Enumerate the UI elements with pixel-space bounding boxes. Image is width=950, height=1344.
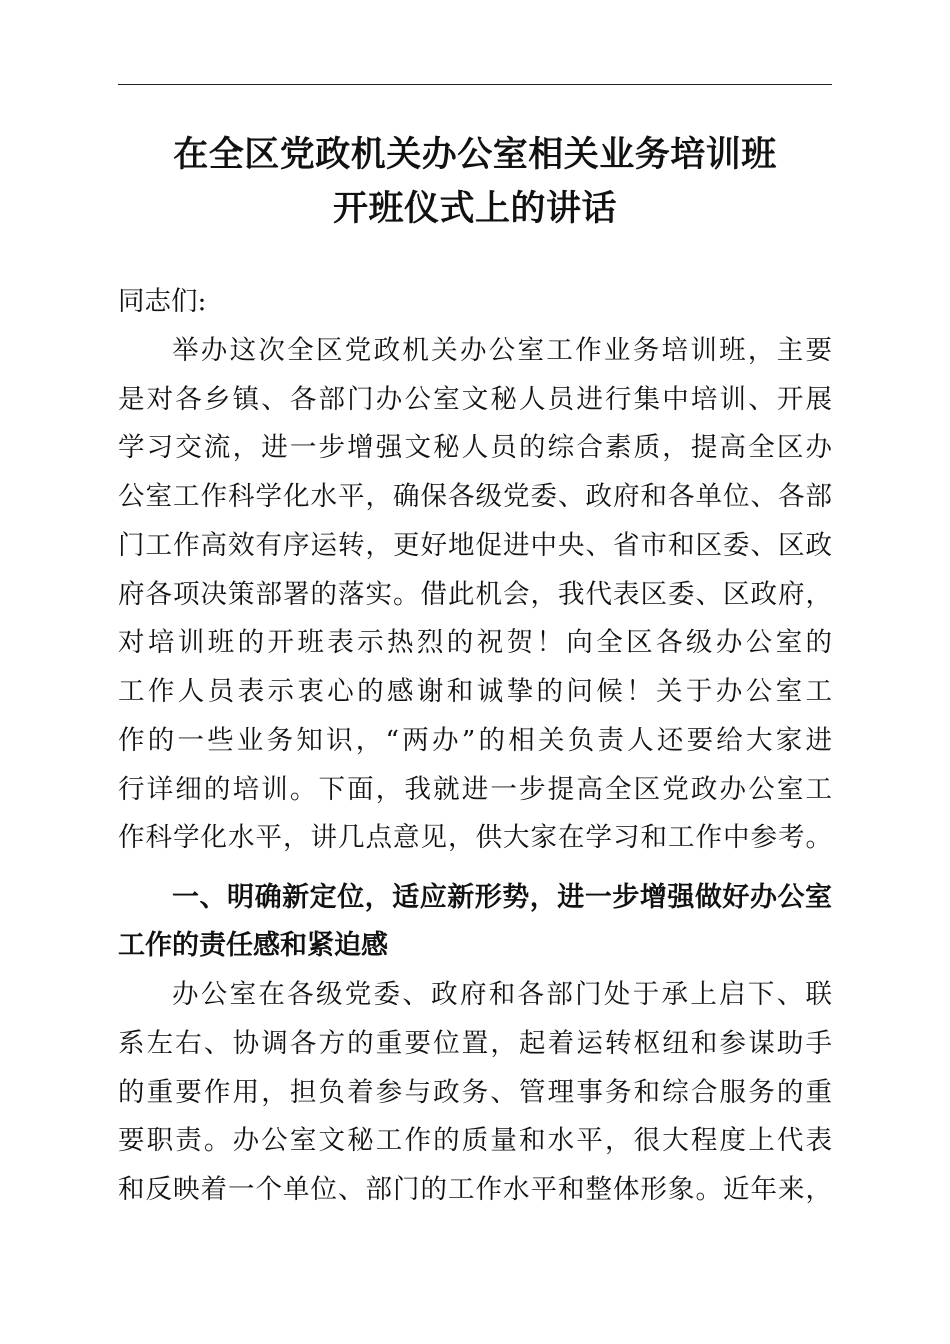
title-line-1: 在全区党政机关办公室相关业务培训班 xyxy=(173,134,777,175)
paragraph1-line: 举办这次全区党政机关办公室工作业务培训班，主要 xyxy=(172,335,832,366)
paragraph1-line: 对培训班的开班表示热烈的祝贺！向全区各级办公室的 xyxy=(118,627,832,658)
header-rule xyxy=(118,84,832,85)
paragraph1-line: 学习交流，进一步增强文秘人员的综合素质，提高全区办 xyxy=(118,432,832,463)
paragraph2-line: 和反映着一个单位、部门的工作水平和整体形象。近年来， xyxy=(118,1174,832,1205)
paragraph2-line: 办公室在各级党委、政府和各部门处于承上启下、联 xyxy=(172,979,832,1010)
paragraph1-line: 行详细的培训。下面，我就进一步提高全区党政办公室工 xyxy=(118,774,832,805)
paragraph2-line: 系左右、协调各方的重要位置，起着运转枢纽和参谋助手 xyxy=(118,1028,832,1059)
section1-heading-line: 一、明确新定位，适应新形势，进一步增强做好办公室 xyxy=(172,882,832,913)
paragraph1-line: 作的一些业务知识，“两办”的相关负责人还要给大家进 xyxy=(118,725,832,756)
paragraph1-line: 作科学化水平，讲几点意见，供大家在学习和工作中参考。 xyxy=(118,822,832,853)
paragraph2-line: 的重要作用，担负着参与政务、管理事务和综合服务的重 xyxy=(118,1077,832,1108)
paragraph1-line: 门工作高效有序运转，更好地促进中央、省市和区委、区政 xyxy=(118,530,832,561)
title-line-2: 开班仪式上的讲话 xyxy=(332,188,617,229)
salutation: 同志们: xyxy=(118,286,207,317)
paragraph1-line: 是对各乡镇、各部门办公室文秘人员进行集中培训、开展 xyxy=(118,384,832,415)
paragraph1-line: 公室工作科学化水平，确保各级党委、政府和各单位、各部 xyxy=(118,481,832,512)
section1-heading-line: 工作的责任感和紧迫感 xyxy=(118,930,388,961)
paragraph1-line: 府各项决策部署的落实。借此机会，我代表区委、区政府， xyxy=(118,579,832,610)
paragraph2-line: 要职责。办公室文秘工作的质量和水平，很大程度上代表 xyxy=(118,1125,832,1156)
paragraph1-line: 工作人员表示衷心的感谢和诚挚的问候！关于办公室工 xyxy=(118,676,832,707)
